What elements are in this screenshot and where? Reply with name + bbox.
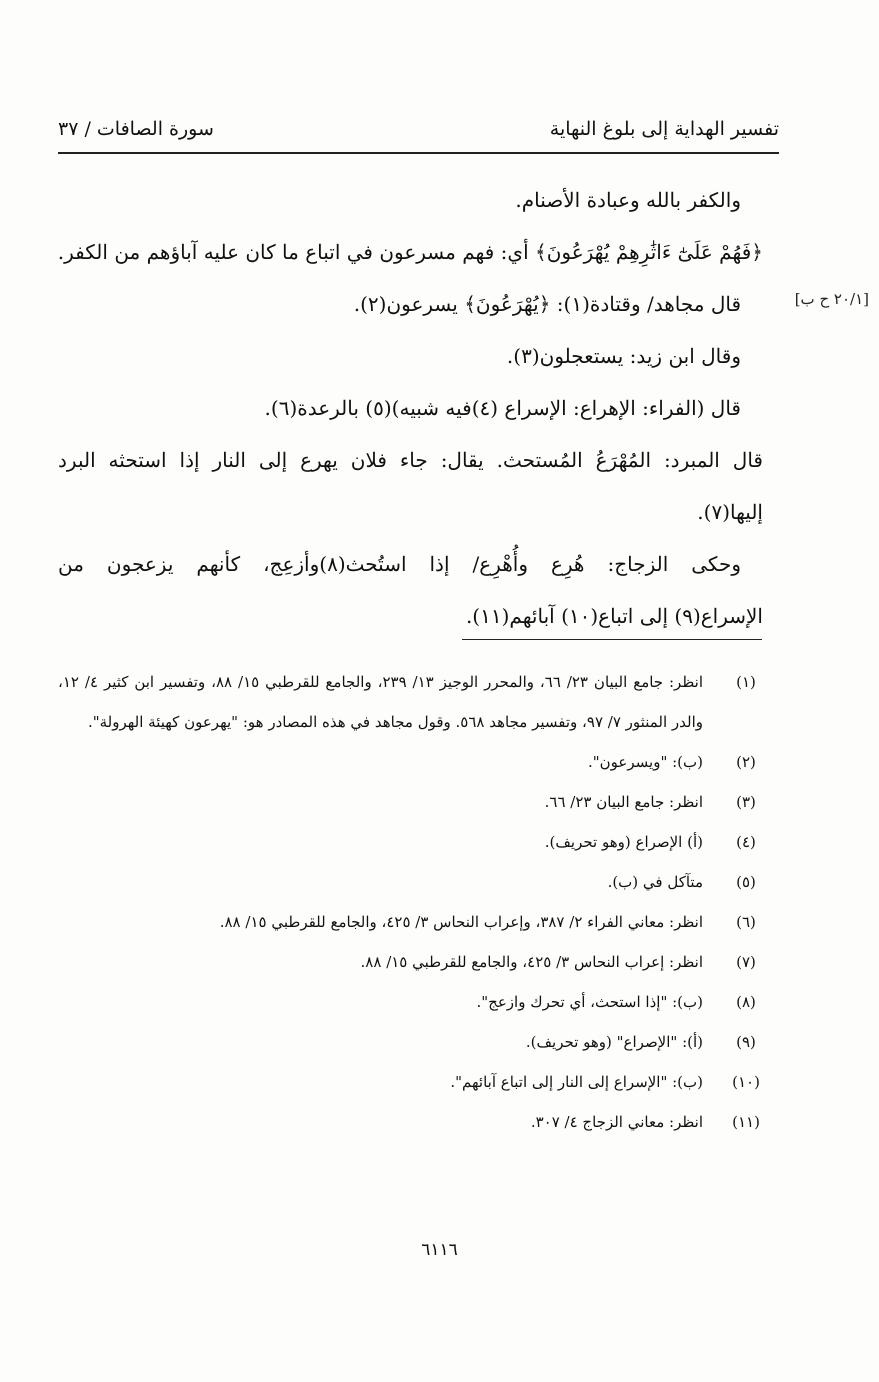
footnote-number: (٥) xyxy=(736,873,756,891)
footnote-text: (ب): "ويسرعون". xyxy=(587,753,703,771)
footnotes xyxy=(58,662,763,1142)
surah-title: سورة الصافات / ٣٧ xyxy=(58,118,214,140)
footnote-item xyxy=(58,982,763,1022)
body-line: الإسراع(٩) إلى اتباع(١٠) آبائهم(١١). xyxy=(465,604,763,628)
book-title: تفسير الهداية إلى بلوغ النهاية xyxy=(549,118,779,140)
footnote-rule xyxy=(462,639,762,640)
footnote-item xyxy=(58,822,763,862)
footnote-number: (١) xyxy=(736,673,756,691)
footnote-text: (أ): "الإصراع" (وهو تحريف). xyxy=(525,1033,703,1051)
footnote-number: (٣) xyxy=(736,793,756,811)
footnote-item xyxy=(58,1102,763,1142)
footnote-text: انظر: جامع البيان ٢٣/ ٦٦، والمحرر الوجيز ١٣/ ٢٣٩، والجامع للقرطبي ١٥/ ٨٨، وتفسير ابن كثير ٤/ ١٢، والدر المنثور ٧/ ٩٧، وتفسير مجاهد ٥٦٨. وقول مجاهد في هذه المصادر هو: "يهرعون كهيئة الهرولة". xyxy=(58,673,703,731)
footnote-item xyxy=(58,662,763,742)
footnote-text: (ب): "الإسراع إلى النار إلى اتباع آبائهم". xyxy=(450,1073,703,1091)
footnote-text: متآكل في (ب). xyxy=(607,873,703,891)
body-line: وقال ابن زيد: يستعجلون(٣). xyxy=(506,344,741,368)
footnote-text: انظر: معاني الفراء ٢/ ٣٨٧، وإعراب النحاس ٣/ ٤٢٥، والجامع للقرطبي ١٥/ ٨٨. xyxy=(219,913,703,931)
footnote-text: (أ) الإصراع (وهو تحريف). xyxy=(544,833,703,851)
body-line: قال (الفراء: الإهراع: الإسراع (٤)فيه شبيه)(٥) بالرعدة(٦). xyxy=(264,396,741,420)
page-number: ٦١١٦ xyxy=(421,1240,458,1260)
body-line: ﴿فَهُمْ عَلَىٰٓ ءَاثَٰرِهِمْ يُهْرَعُونَ﴾ أي: فهم مسرعون في اتباع ما كان عليه آباؤهم من الكفر. xyxy=(58,240,763,264)
body-line: والكفر بالله وعبادة الأصنام. xyxy=(515,188,741,212)
manuscript-folio-marker: [٢٠/١ ح ب] xyxy=(794,290,869,308)
body-line: قال مجاهد/ وقتادة(١): ﴿يُهْرَعُونَ﴾ يسرعون(٢). xyxy=(353,292,741,316)
body-line: وحكى الزجاج: هُرِع وأُهْرِع/ إذا استُحث(٨)وأزعِج، كأنهم يزعجون من xyxy=(58,552,741,576)
footnote-text: (ب): "إذا استحث، أي تحرك وازعج". xyxy=(476,993,703,1011)
footnote-number: (٦) xyxy=(736,913,756,931)
footnote-item xyxy=(58,782,763,822)
footnote-item xyxy=(58,742,763,782)
footnote-item xyxy=(58,902,763,942)
main-text xyxy=(58,180,763,648)
running-header xyxy=(58,112,779,152)
footnote-number: (٢) xyxy=(736,753,756,771)
footnote-number: (٨) xyxy=(736,993,756,1011)
footnote-text: انظر: جامع البيان ٢٣/ ٦٦. xyxy=(544,793,703,811)
footnote-text: انظر: إعراب النحاس ٣/ ٤٢٥، والجامع للقرطبي ١٥/ ٨٨. xyxy=(360,953,703,971)
body-line: إليها(٧). xyxy=(697,500,763,524)
footnote-item xyxy=(58,862,763,902)
footnote-item xyxy=(58,942,763,982)
footnote-item xyxy=(58,1022,763,1062)
footnote-text: انظر: معاني الزجاج ٤/ ٣٠٧. xyxy=(530,1113,703,1131)
footnote-number: (٤) xyxy=(736,833,756,851)
footnote-item xyxy=(58,1062,763,1102)
header-rule xyxy=(58,152,779,154)
footnote-number: (١١) xyxy=(732,1113,760,1131)
footnote-number: (٧) xyxy=(736,953,756,971)
footnote-number: (١٠) xyxy=(732,1073,760,1091)
body-line: قال المبرد: المُهْرَعُ المُستحث. يقال: جاء فلان يهرع إلى النار إذا استحثه البرد xyxy=(58,448,763,472)
footnote-number: (٩) xyxy=(736,1033,756,1051)
